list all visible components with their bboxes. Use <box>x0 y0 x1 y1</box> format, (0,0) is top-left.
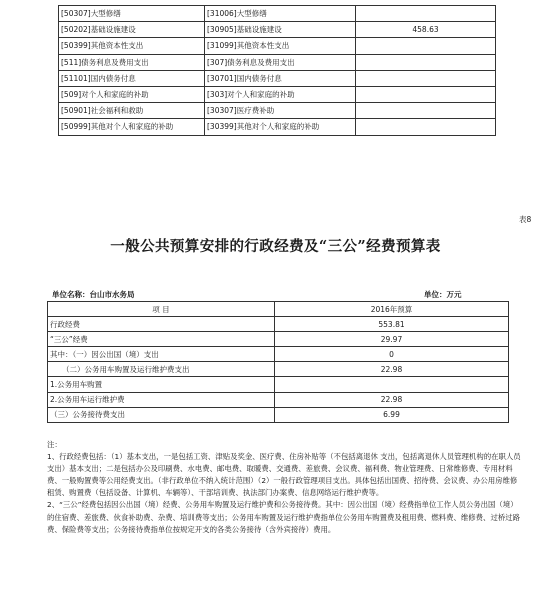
cell-item: （二）公务用车购置及运行维护费支出 <box>48 362 275 377</box>
cell-function-category: [509]对个人和家庭的补助 <box>59 86 205 102</box>
cell-budget: 0 <box>275 347 509 362</box>
note-paragraph-2: 2、“三公”经费包括因公出国（境）经费、公务用车购置及运行维护费和公务接待费。其中：因公出国（境）经费指单位工作人员公务出国（境）的住宿费、差旅费、伙食补助费、杂费、培训费等支出；公务用车购置及运行维护费指单位公务用车购置费及租用费、燃料费、维修费、过桥过路费、保险费等支出；公务接待费指单位按规定开支的各类公务接待（含外宾接待）费用。 <box>47 500 521 534</box>
unit-measure: 单位：万元 <box>424 290 462 299</box>
cell-item: 1.公务用车购置 <box>48 377 275 392</box>
cell-budget: 22.98 <box>275 362 509 377</box>
table-row <box>59 6 496 22</box>
cell-amount <box>356 70 496 86</box>
cell-function-category: [51101]国内债务付息 <box>59 70 205 86</box>
table-header-row <box>48 302 509 317</box>
table-row <box>48 332 509 347</box>
table-number: 表8 <box>519 215 532 224</box>
table-row <box>48 362 509 377</box>
cell-amount <box>356 6 496 22</box>
administrative-expense-table <box>47 301 509 423</box>
table-row <box>59 22 496 38</box>
cell-economic-category: [31006]大型修缮 <box>205 6 356 22</box>
table-row <box>48 407 509 422</box>
cell-function-category: [50901]社会福利和救助 <box>59 103 205 119</box>
cell-function-category: [50202]基础设施建设 <box>59 22 205 38</box>
cell-budget: 22.98 <box>275 392 509 407</box>
cell-amount <box>356 119 496 135</box>
cell-amount: 458.63 <box>356 22 496 38</box>
cell-function-category: [50399]其他资本性支出 <box>59 38 205 54</box>
cell-amount <box>356 86 496 102</box>
cell-budget <box>275 377 509 392</box>
table-row <box>48 377 509 392</box>
table-row <box>59 70 496 86</box>
cell-item: 其中：（一）因公出国（境）支出 <box>48 347 275 362</box>
cell-amount <box>356 54 496 70</box>
cell-economic-category: [30701]国内债务付息 <box>205 70 356 86</box>
page-title: 一般公共预算安排的行政经费及“三公”经费预算表 <box>110 238 441 255</box>
table-row <box>48 347 509 362</box>
table-row <box>48 317 509 332</box>
table-row <box>59 119 496 135</box>
cell-amount <box>356 103 496 119</box>
notes-label: 注： <box>47 440 62 449</box>
table-row <box>48 392 509 407</box>
table-row <box>59 54 496 70</box>
cell-item: （三）公务接待费支出 <box>48 407 275 422</box>
cell-economic-category: [30399]其他对个人和家庭的补助 <box>205 119 356 135</box>
cell-function-category: [511]债务利息及费用支出 <box>59 54 205 70</box>
header-budget: 2016年预算 <box>275 302 509 317</box>
cell-budget: 29.97 <box>275 332 509 347</box>
table-row <box>59 38 496 54</box>
header-item: 项 目 <box>48 302 275 317</box>
cell-function-category: [50999]其他对个人和家庭的补助 <box>59 119 205 135</box>
table-row <box>59 103 496 119</box>
cell-item: 行政经费 <box>48 317 275 332</box>
note-paragraph-1: 1、行政经费包括：（1）基本支出，一是包括工资、津贴及奖金、医疗费、住房补贴等（不包括离退休 支出，包括离退休人员管理机构的在职人员支出）基本支出；二是包括办公及印刷费、水电费、邮电费、取暖费、交通费、差旅费、会议费、福利费、物业管理费、日常维修费、专用材料费、一般购置费等公用经费支出。（非行政单位不纳入统计范围）（2）一般行政管理项目支出。具体包括出国费、招待费、会议费、办公用房维修租赁、购置费（包括设备、计算机、车辆等）、干部培训费、执法部门办案费、信息网络运行维护费等。 <box>47 452 521 498</box>
cell-economic-category: [307]债务利息及费用支出 <box>205 54 356 70</box>
cell-amount <box>356 38 496 54</box>
cell-function-category: [50307]大型修缮 <box>59 6 205 22</box>
cell-economic-category: [30307]医疗费补助 <box>205 103 356 119</box>
cell-budget: 553.81 <box>275 317 509 332</box>
table-row <box>59 86 496 102</box>
expenditure-classification-table <box>58 5 496 136</box>
cell-item: “三公”经费 <box>48 332 275 347</box>
cell-item: 2.公务用车运行维护费 <box>48 392 275 407</box>
cell-budget: 6.99 <box>275 407 509 422</box>
cell-economic-category: [31099]其他资本性支出 <box>205 38 356 54</box>
cell-economic-category: [303]对个人和家庭的补助 <box>205 86 356 102</box>
cell-economic-category: [30905]基础设施建设 <box>205 22 356 38</box>
unit-name: 单位名称：台山市水务局 <box>52 290 135 299</box>
notes-section <box>47 439 523 536</box>
